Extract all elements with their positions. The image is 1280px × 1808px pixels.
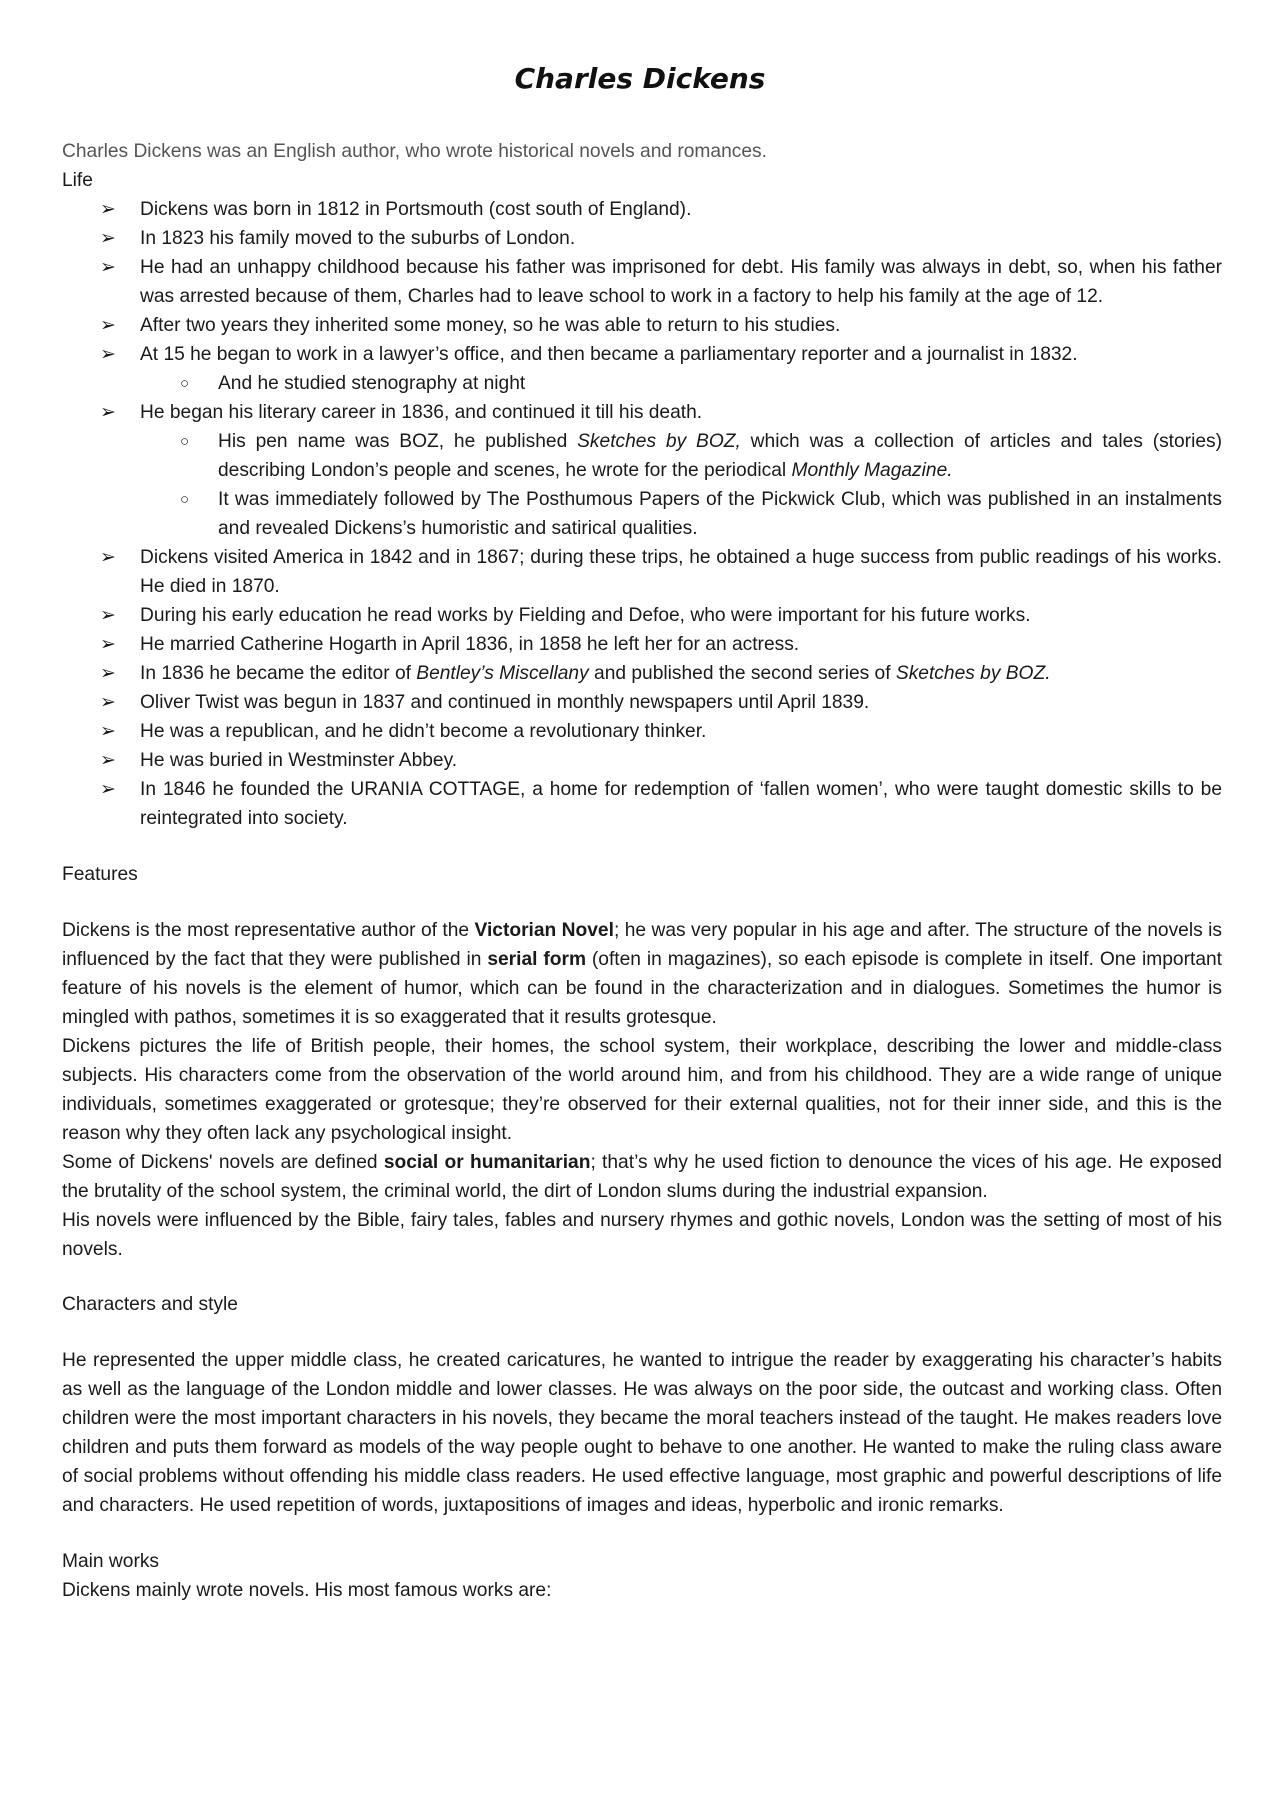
list-item: ➢ In 1846 he founded the URANIA COTTAGE, a home for redemption of ‘fallen women’, who were taught domestic skills to be reintegrated into society. bbox=[62, 775, 1222, 833]
list-item: ➢ He began his literary career in 1836, and continued it till his death. bbox=[62, 398, 1222, 427]
arrow-bullet-icon: ➢ bbox=[100, 779, 116, 800]
circle-bullet-icon: ○ bbox=[180, 491, 190, 508]
bold-term: Victorian Novel bbox=[474, 920, 614, 941]
bold-term: social or humanitarian bbox=[383, 1152, 591, 1173]
arrow-bullet-icon: ➢ bbox=[100, 315, 116, 336]
list-item: ➢ He was a republican, and he didn’t become a revolutionary thinker. bbox=[62, 717, 1222, 746]
italic-title-sketches: Sketches by BOZ, bbox=[577, 431, 741, 452]
list-item: ➢ He was buried in Westminster Abbey. bbox=[62, 746, 1222, 775]
section-heading-life: Life bbox=[62, 170, 93, 191]
sub-list-item: ○ It was immediately followed by The Posthumous Papers of the Pickwick Club, which was published in an instalments and revealed Dickens’s humoristic and satirical qualities. bbox=[62, 485, 1222, 543]
features-paragraph-4: His novels were influenced by the Bible, fairy tales, fables and nursery rhymes and gothic novels, London was the setting of most of his novels. bbox=[62, 1210, 1222, 1260]
section-heading-main-works: Main works bbox=[62, 1551, 160, 1572]
list-item: ➢ Dickens visited America in 1842 and in 1867; during these trips, he obtained a huge success from public readings of his works. He died in 1870. bbox=[62, 543, 1222, 601]
italic-title-sketches: Sketches by BOZ. bbox=[895, 663, 1051, 684]
bold-term: serial form bbox=[487, 949, 587, 970]
features-paragraph-1: Dickens is the most representative author of the Victorian Novel; he was very popular in his age and after. The structure of the novels is influenced by the fact that they were published in serial form (often in magazines), so each episode is complete in itself. One important feature of his novels is the element of humor, which can be found in the characterization and in dialogues. Sometimes the humor is mingled with pathos, sometimes it is so exaggerated that it results grotesque. bbox=[62, 920, 1223, 1028]
section-heading-characters: Characters and style bbox=[62, 1294, 238, 1315]
list-item: ➢ In 1836 he became the editor of Bentley’s Miscellany and published the second series of Sketches by BOZ. bbox=[62, 659, 1222, 688]
sub-list-container bbox=[62, 427, 1222, 543]
page-title: Charles Dickens bbox=[514, 62, 766, 95]
sub-list bbox=[62, 369, 1222, 398]
arrow-bullet-icon: ➢ bbox=[100, 257, 116, 278]
characters-paragraph: He represented the upper middle class, he created caricatures, he wanted to intrigue the reader by exaggerating his character’s habits as well as the language of the London middle and lower classes. He was always on the poor side, the outcast and working class. Often children were the most important characters in his novels, they became the moral teachers instead of the taught. He makes readers love children and puts them forward as models of the way people ought to behave to one another. He wanted to make the ruling class aware of social problems without offending his middle class readers. He used effective language, most graphic and powerful descriptions of life and characters. He used repetition of words, juxtapositions of images and ideas, hyperbolic and ironic remarks. bbox=[62, 1350, 1222, 1516]
document-body bbox=[62, 137, 1222, 1605]
list-item: ➢ In 1823 his family moved to the suburbs of London. bbox=[62, 224, 1222, 253]
list-item: ➢ Dickens was born in 1812 in Portsmouth (cost south of England). bbox=[62, 195, 1222, 224]
italic-title-monthly-magazine: Monthly Magazine. bbox=[791, 460, 953, 481]
arrow-bullet-icon: ➢ bbox=[100, 228, 116, 249]
sub-list-item: ○ His pen name was BOZ, he published Sketches by BOZ, which was a collection of articles and tales (stories) describing London’s people and scenes, he wrote for the periodical Monthly Magazine. bbox=[62, 427, 1222, 485]
arrow-bullet-icon: ➢ bbox=[100, 605, 116, 626]
arrow-bullet-icon: ➢ bbox=[100, 547, 116, 568]
arrow-bullet-icon: ➢ bbox=[100, 402, 116, 423]
circle-bullet-icon: ○ bbox=[180, 433, 190, 450]
list-item: ➢ He married Catherine Hogarth in April 1836, in 1858 he left her for an actress. bbox=[62, 630, 1222, 659]
life-list bbox=[62, 195, 1222, 833]
list-item: ➢ He had an unhappy childhood because his father was imprisoned for debt. His family was always in debt, so, when his father was arrested because of them, Charles had to leave school to work in a factory to help his family at the age of 12. bbox=[62, 253, 1222, 311]
features-paragraph-3: Some of Dickens' novels are defined social or humanitarian; that’s why he used fiction to denounce the vices of his age. He exposed the brutality of the school system, the criminal world, the dirt of London slums during the industrial expansion. bbox=[62, 1152, 1222, 1202]
list-item: ➢ After two years they inherited some money, so he was able to return to his studies. bbox=[62, 311, 1222, 340]
italic-title-bentleys: Bentley’s Miscellany bbox=[416, 663, 589, 684]
list-item: ➢ At 15 he began to work in a lawyer’s office, and then became a parliamentary reporter and a journalist in 1832. bbox=[62, 340, 1222, 369]
arrow-bullet-icon: ➢ bbox=[100, 344, 116, 365]
circle-bullet-icon: ○ bbox=[180, 375, 190, 392]
works-paragraph: Dickens mainly wrote novels. His most famous works are: bbox=[62, 1580, 552, 1601]
arrow-bullet-icon: ➢ bbox=[100, 692, 116, 713]
arrow-bullet-icon: ➢ bbox=[100, 750, 116, 771]
arrow-bullet-icon: ➢ bbox=[100, 199, 116, 220]
sub-list bbox=[62, 427, 1222, 543]
section-heading-features: Features bbox=[62, 864, 138, 885]
arrow-bullet-icon: ➢ bbox=[100, 721, 116, 742]
list-item: ➢ During his early education he read works by Fielding and Defoe, who were important for his future works. bbox=[62, 601, 1222, 630]
features-paragraph-2: Dickens pictures the life of British people, their homes, the school system, their workplace, describing the lower and middle-class subjects. His characters come from the observation of the world around him, and from his childhood. They are a wide range of unique individuals, sometimes exaggerated or grotesque; they’re observed for their external qualities, not for their inner side, and this is the reason why they often lack any psychological insight. bbox=[62, 1036, 1222, 1144]
list-item: ➢ Oliver Twist was begun in 1837 and continued in monthly newspapers until April 1839. bbox=[62, 688, 1222, 717]
arrow-bullet-icon: ➢ bbox=[100, 634, 116, 655]
intro-paragraph: Charles Dickens was an English author, who wrote historical novels and romances. bbox=[62, 141, 767, 162]
arrow-bullet-icon: ➢ bbox=[100, 663, 116, 684]
sub-list-item: ○ And he studied stenography at night bbox=[62, 369, 1222, 398]
sub-list-container bbox=[62, 369, 1222, 398]
